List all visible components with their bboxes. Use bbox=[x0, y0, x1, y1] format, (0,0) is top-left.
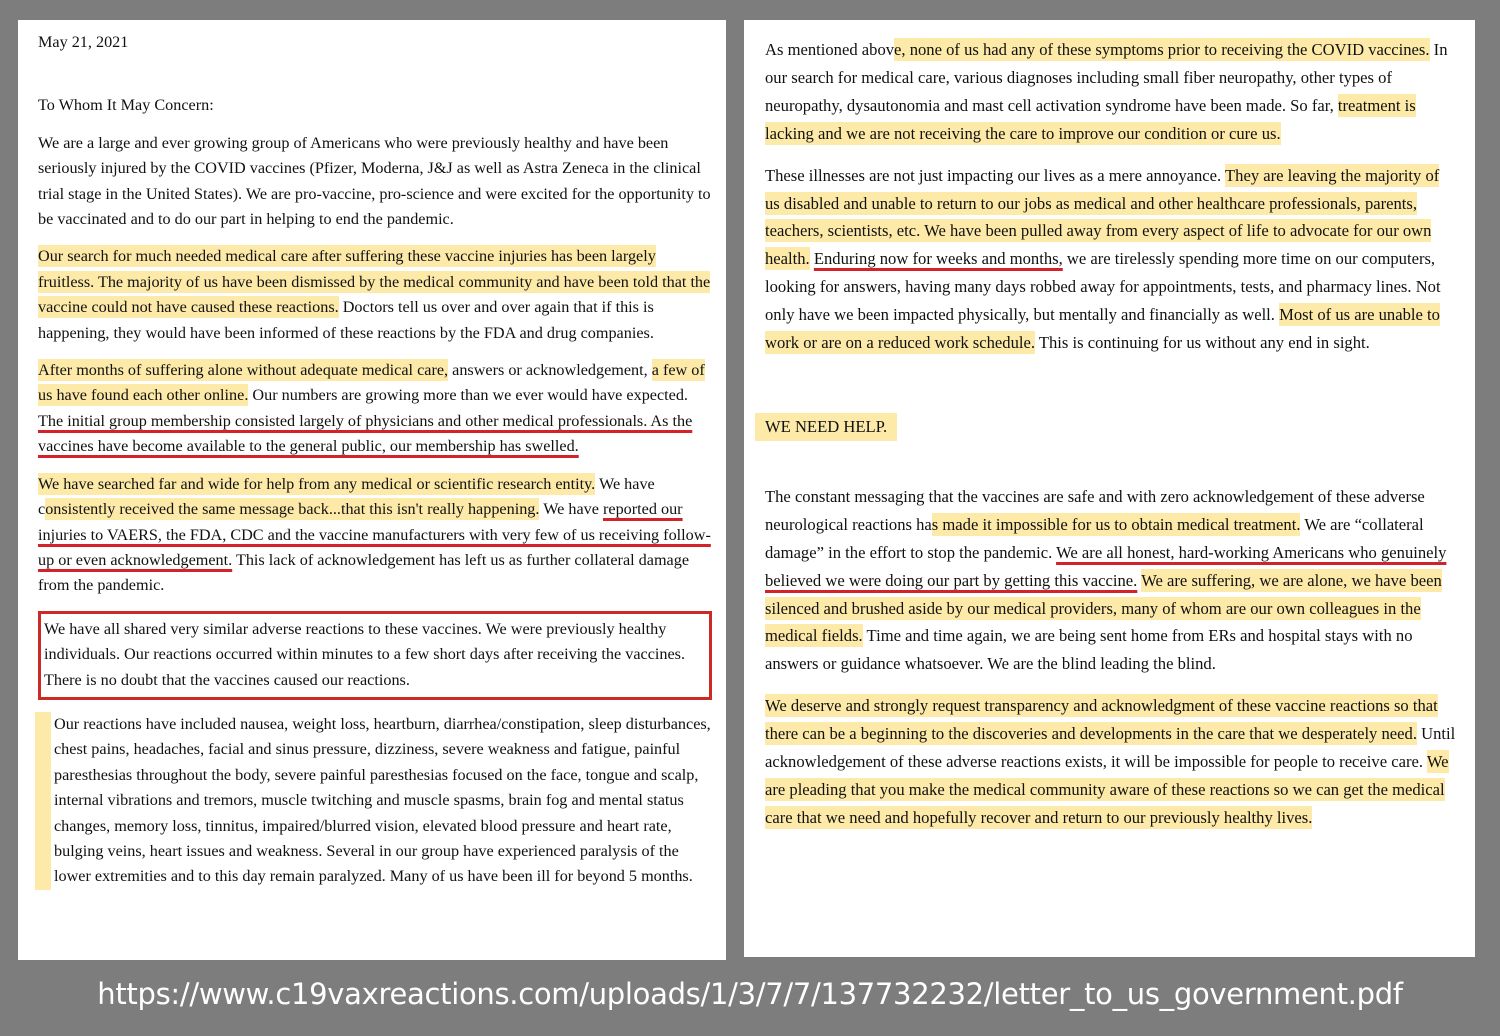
red-underline: We are all honest, hard-working Americans who genuinely believed we were doing our part by getting this vaccine. bbox=[765, 542, 1447, 590]
paragraph-request bbox=[765, 692, 1457, 832]
paragraph-text: In our search for medical care, various diagnoses including small fiber neuropathy, other types of neuropathy, dysautonomia and mast cell activation syndrome have been made. So far, bbox=[765, 40, 1448, 115]
paragraph-text: Time and time again, we are being sent home from ERs and hospital stays with no answers or guidance whatsoever. We are the blind leading the blind. bbox=[765, 626, 1413, 674]
paragraph-searched bbox=[38, 472, 712, 599]
paragraph-text: We have bbox=[539, 500, 604, 519]
paragraph-text: As mentioned abov bbox=[765, 40, 895, 59]
paragraph-found-online bbox=[38, 358, 712, 460]
highlight: We are suffering, we are alone, we have been silenced and brushed aside by our medical providers, many of whom are our own colleagues in the medical fields. bbox=[765, 570, 1442, 646]
red-underline: reported our injuries to VAERS, the FDA, CDC and the vaccine manufacturers with very few of us receiving follow-up or even acknowledgement. bbox=[38, 500, 711, 569]
paragraph-text: The constant messaging that the vaccines are safe and with zero acknowledgement of these adverse neurological reactions ha bbox=[765, 486, 1425, 534]
highlight: s made it impossible for us to obtain medical treatment. bbox=[931, 514, 1301, 534]
letter-page-right bbox=[744, 20, 1475, 957]
highlight: We have searched far and wide for help from any medical or scientific research entity. bbox=[38, 474, 596, 493]
paragraph-text: Our numbers are growing more than we ever would have expected. bbox=[248, 386, 688, 405]
letter-page-left bbox=[18, 20, 726, 960]
highlight: Most of us are unable to work or are on a reduced work schedule. bbox=[765, 305, 1440, 353]
heading-text: WE NEED HELP. bbox=[755, 413, 897, 441]
boxed-paragraph: We have all shared very similar adverse reactions to these vaccines. We were previously healthy individuals. Our reactions occurred within minutes to a few short days after receiving the vaccines. There is no doubt that the vaccines caused our reactions. bbox=[38, 611, 712, 700]
paragraph-text: We have c bbox=[38, 474, 655, 519]
paragraph-text: Doctors tell us over and over again that if this is happening, they would have been informed of these reactions by the FDA and drug companies. bbox=[38, 298, 654, 342]
paragraph-search-care bbox=[38, 244, 712, 346]
highlight: e, none of us had any of these symptoms prior to receiving the COVID vaccines. bbox=[894, 40, 1430, 59]
highlight: a few of us have found each other online. bbox=[38, 361, 705, 405]
paragraph-text: This lack of acknowledgement has left us as further collateral damage from the pandemic. bbox=[38, 550, 690, 595]
paragraph-text: This is continuing for us without any end in sight. bbox=[1035, 333, 1370, 353]
highlight: We deserve and strongly request transparency and acknowledgment of these vaccine reactions so that there can be a beginning to the discoveries and developments in the care that we desperately need. bbox=[765, 696, 1438, 744]
highlight: onsistently received the same message back...that this isn't really happening. bbox=[45, 500, 540, 519]
paragraph-illnesses-impact bbox=[765, 162, 1457, 357]
highlight: After months of suffering alone without adequate medical care, bbox=[38, 361, 449, 380]
highlight: They are leaving the majority of us disabled and unable to return to our jobs as medical and other healthcare professionals, parents, teachers, scientists, etc. We have been pulled away from every aspect of life to advocate for our own health. bbox=[765, 165, 1440, 269]
paragraph-text: Until acknowledgement of these adverse reactions exists, it will be impossible for people to receive care. bbox=[765, 724, 1456, 772]
red-underline: The initial group membership consisted largely of physicians and other medical professionals. As the vaccines have become available to the general public, our membership has swelled. bbox=[38, 411, 693, 456]
paragraph-collateral-damage bbox=[765, 483, 1457, 678]
paragraph-text: answers or acknowledgement, bbox=[448, 361, 652, 380]
paragraph-intro: We are a large and ever growing group of Americans who were previously healthy and have been seriously injured by the COVID vaccines (Pfizer, Moderna, J&J as well as Astra Zeneca in the clinical trial stage in the United States). We are pro-vaccine, pro-science and were excited for the opportunity to be vaccinated and to do our part in helping to end the pandemic. bbox=[38, 133, 711, 229]
paragraph-text: We are “collateral damage” in the effort to stop the pandemic. bbox=[765, 514, 1424, 562]
salutation: To Whom It May Concern: bbox=[38, 96, 214, 115]
highlight: Our search for much needed medical care after suffering these vaccine injuries has been largely fruitless. The majority of us have been dismissed by the medical community and have been told that the vaccine could not have caused these reactions. bbox=[38, 247, 711, 317]
highlight: treatment is lacking and we are not receiving the care to improve our condition or cure us. bbox=[765, 95, 1416, 143]
paragraph-reactions-list: Our reactions have included nausea, weight loss, heartburn, diarrhea/constipation, sleep disturbances, chest pains, headaches, facial and sinus pressure, dizziness, severe weakness and fatigue, painful paresthesias throughout the body, severe painful paresthesias focused on the face, tongue and scalp, internal vibrations and tremors, muscle twitching and muscle spasms, brain fog and mental status changes, memory loss, tinnitus, impaired/blurred vision, elevated blood pressure and heart rate, bulging veins, heart issues and weakness. Several in our group have experienced paralysis of the lower extremities and to this day remain paralyzed. Many of us have been ill for beyond 5 months. bbox=[35, 712, 712, 890]
red-underline: Enduring now for weeks and months, bbox=[813, 249, 1063, 269]
paragraph-diagnoses bbox=[765, 36, 1457, 148]
paragraph-text: we are tirelessly spending more time on our computers, looking for answers, having many days robbed away for appointments, tests, and pharmacy lines. Not only have we been impacted physically, but mentally and financially as well. bbox=[765, 249, 1441, 325]
source-url: https://www.c19vaxreactions.com/uploads/1/3/7/7/137732232/letter_to_us_government.pdf bbox=[97, 977, 1403, 1011]
highlight: We are pleading that you make the medical community aware of these reactions so we can get the medical care that we need and hopefully recover and return to our previously healthy lives. bbox=[765, 752, 1449, 827]
heading-we-need-help bbox=[765, 413, 1457, 441]
letter-date: May 21, 2021 bbox=[38, 33, 129, 51]
paragraph-text: These illnesses are not just impacting our lives as a mere annoyance. bbox=[765, 165, 1226, 185]
